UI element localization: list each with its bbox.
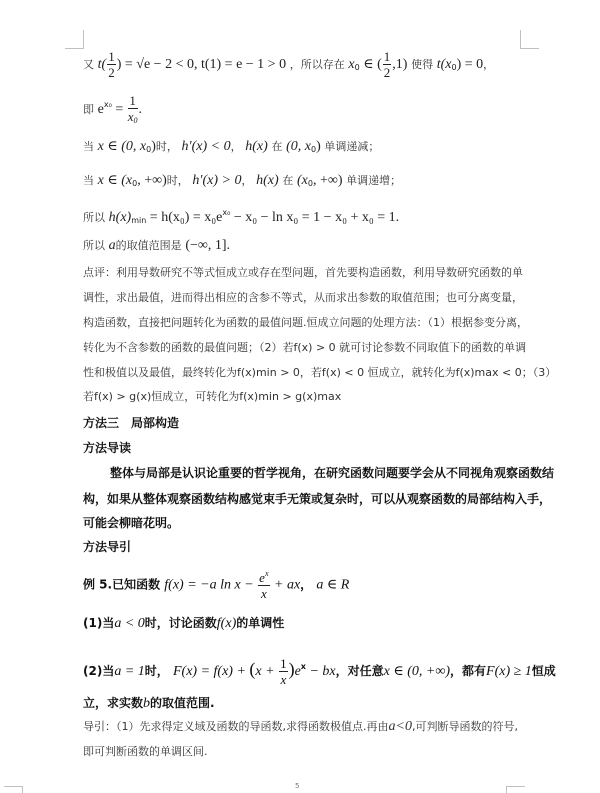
math: h′(x) < 0 [181, 139, 231, 154]
math: (−∞, 1] [185, 238, 227, 253]
math: h(x) [108, 210, 132, 225]
solution-line-2: 即 $e^{x_0}$ = $\frac{1}{x_0}$ . [83, 93, 143, 125]
text: (2)当 [83, 664, 115, 678]
comment-line-5: 性和极值以及最值，最终转化为f(x)min > 0，若f(x) < 0 恒成立，就转化为f(x)max < 0；（3） [83, 366, 557, 379]
math: = [111, 102, 127, 117]
text: 单调递增； [346, 174, 402, 187]
text: 例 5.已知函数 [83, 577, 161, 592]
section-title: 方法三 局部构造 [83, 416, 180, 430]
math: a ∈ R [316, 577, 350, 593]
math: (x [296, 173, 308, 188]
text: ,可判断导函数的符号, [411, 720, 518, 733]
math: , +∞) [137, 173, 167, 188]
math: ) [151, 139, 156, 154]
math: x + [255, 664, 279, 679]
text: ， [230, 140, 242, 153]
math: t(x [436, 57, 452, 72]
math: a<0 [388, 719, 412, 734]
text: 在 [271, 140, 283, 153]
math: e [294, 664, 301, 679]
text: 时， [144, 664, 169, 678]
text: 时， [155, 140, 178, 153]
fraction-half: $\frac{1}{2}$ [108, 49, 115, 80]
text: 的取值范围. [150, 696, 215, 710]
question-1 [83, 616, 284, 631]
page-number: 5 [295, 782, 300, 790]
solution-line-1: 又 t( $\frac{1}{2}$ ) = √e − 2 < 0, t(1) = e − 1 > 0 ，所以存在 $x_0$ ∈ ( $\frac{1}{2}$ ,1) 使得 $t(x_0) = 0$， [83, 49, 495, 80]
math: F(x) = f(x) + [172, 664, 250, 679]
math: a < 0 [114, 616, 145, 631]
guide-text-line-2: 构，如果从整体观察函数结构感觉束手无策或复杂时，可以从观察函数的局部结构入手， [83, 492, 552, 506]
fraction-one-over-x: $\frac{1}{x}$ [280, 656, 287, 687]
text: ，都有 [450, 664, 487, 678]
text: ， [483, 58, 495, 71]
math: f(x) [216, 616, 237, 631]
math: ) = √e − 2 < 0, t(1) = e − 1 > 0 [116, 57, 287, 72]
text: ， [300, 577, 313, 592]
math: ∈ ( [359, 57, 382, 72]
text: 所以 [83, 239, 105, 252]
math: F(x) ≥ 1 [486, 664, 532, 679]
question-2-continued [83, 696, 215, 711]
math: + ax [270, 577, 301, 593]
text: 恒成 [531, 664, 556, 678]
text: 当 [83, 140, 94, 153]
math: . [226, 238, 231, 253]
math-subscript: min [131, 216, 147, 225]
math: . [395, 210, 400, 225]
text: ，对任意 [335, 664, 384, 678]
lead-title: 方法导引 [83, 540, 132, 554]
fraction-ex-over-x: $\frac{e^x}{x}$ [259, 569, 269, 601]
math: x ∈ (x [97, 173, 133, 188]
math: x ∈ (0, x [97, 139, 147, 154]
text: 即 [83, 103, 94, 116]
math: x [348, 57, 355, 72]
text: 当 [83, 174, 94, 187]
math: x ∈ (0, +∞) [383, 664, 450, 679]
math: , +∞) [312, 173, 343, 188]
comment-line-4: 转化为不含参数的函数的最值问题；（2）若f(x) > 0 就可讨论参数不同取值下的函数的单调 [83, 341, 527, 354]
corner-mark-bottom-left [4, 786, 23, 793]
math: h(x) [245, 139, 268, 154]
guide-text-line-3: 可能会柳暗花明。 [83, 516, 180, 530]
guide-title: 方法导读 [83, 441, 132, 455]
text: ， [241, 174, 253, 187]
math: e [97, 102, 104, 117]
text: 所以 [83, 211, 105, 224]
hint-line-1 [83, 720, 518, 734]
math: . [138, 102, 143, 117]
math: ) [316, 139, 321, 154]
math: ,1) [392, 57, 408, 72]
text: 时， [166, 174, 189, 187]
text: 导引：（1）先求得定义域及函数的导函数,求得函数极值点.再由 [83, 720, 389, 733]
guide-text-line-1: 整体与局部是认识论重要的哲学视角，在研究函数问题要学会从不同视角观察函数结 [110, 466, 555, 480]
text: 使得 [411, 58, 434, 71]
fraction-half: $\frac{1}{2}$ [383, 49, 391, 80]
corner-mark-top-right [520, 30, 539, 49]
comment-line-3: 构造函数，直接把问题转化为函数的最值问题.恒成立问题的处理方法：（1）根据参变分离， [83, 316, 528, 329]
text: 的单调性 [236, 616, 285, 630]
hint-line-2: 即可判断函数的单调区间. [83, 745, 208, 758]
math: h′(x) > 0 [192, 173, 242, 188]
text: ，所以存在 [289, 58, 345, 71]
text: 时，讨论函数 [144, 616, 217, 630]
example-5-statement [83, 570, 349, 600]
solution-line-6 [83, 238, 230, 253]
text: 单调递减； [324, 140, 380, 153]
math: t( [97, 57, 107, 72]
math: f(x) = −a ln x − [164, 577, 258, 593]
math-superscript: x₀ [222, 208, 231, 217]
math: b [143, 696, 151, 711]
fraction-inverse-x0: $\frac{1}{x_0}$ [127, 93, 138, 125]
text: (1)当 [83, 616, 115, 630]
solution-line-5 [83, 206, 399, 228]
solution-line-3: 当 x ∈ (0, $x_0$)时， h′(x) < 0， h(x) 在 (0, $x_0$) 单调递减； [83, 139, 380, 154]
corner-mark-top-left [65, 30, 84, 49]
question-2: (2)当a = 1时， F(x) = f(x) + (x + $\frac{1}{x}$ )$e^x$ − bx，对任意x ∈ (0, +∞)，都有F(x) ≥ 1恒成 [83, 656, 556, 687]
math: a = 1 [114, 664, 145, 679]
math: − x₀ − ln x₀ = 1 − x₀ + x₀ = 1 [230, 210, 396, 225]
math: h(x) [256, 173, 279, 188]
comment-line-2: 调性，求出最值，进而得出相应的含参不等式，从而求出参数的取值范围；也可分离变量， [83, 291, 523, 304]
math: a [108, 238, 116, 253]
text: 的取值范围是 [115, 239, 182, 252]
text: 立，求实数 [83, 696, 144, 710]
math: (0, x [286, 139, 311, 154]
comment-line-1: 点评：利用导数研究不等式恒成立或存在型问题，首先要构造函数，利用导数研究函数的单 [83, 266, 523, 279]
math: = h(x₀) = x₀e [146, 210, 223, 225]
math: − bx [305, 664, 336, 679]
math: ) = 0 [456, 57, 484, 72]
comment-line-6: 若f(x) > g(x)恒成立，可转化为f(x)min > g(x)max [83, 390, 342, 403]
solution-line-4: 当 x ∈ ($x_0$, +∞)时， h′(x) > 0， h(x) 在 ($x_0$, +∞) 单调递增； [83, 173, 402, 188]
text: 又 [83, 58, 94, 71]
corner-mark-bottom-right [506, 786, 525, 793]
text: 在 [282, 174, 294, 187]
